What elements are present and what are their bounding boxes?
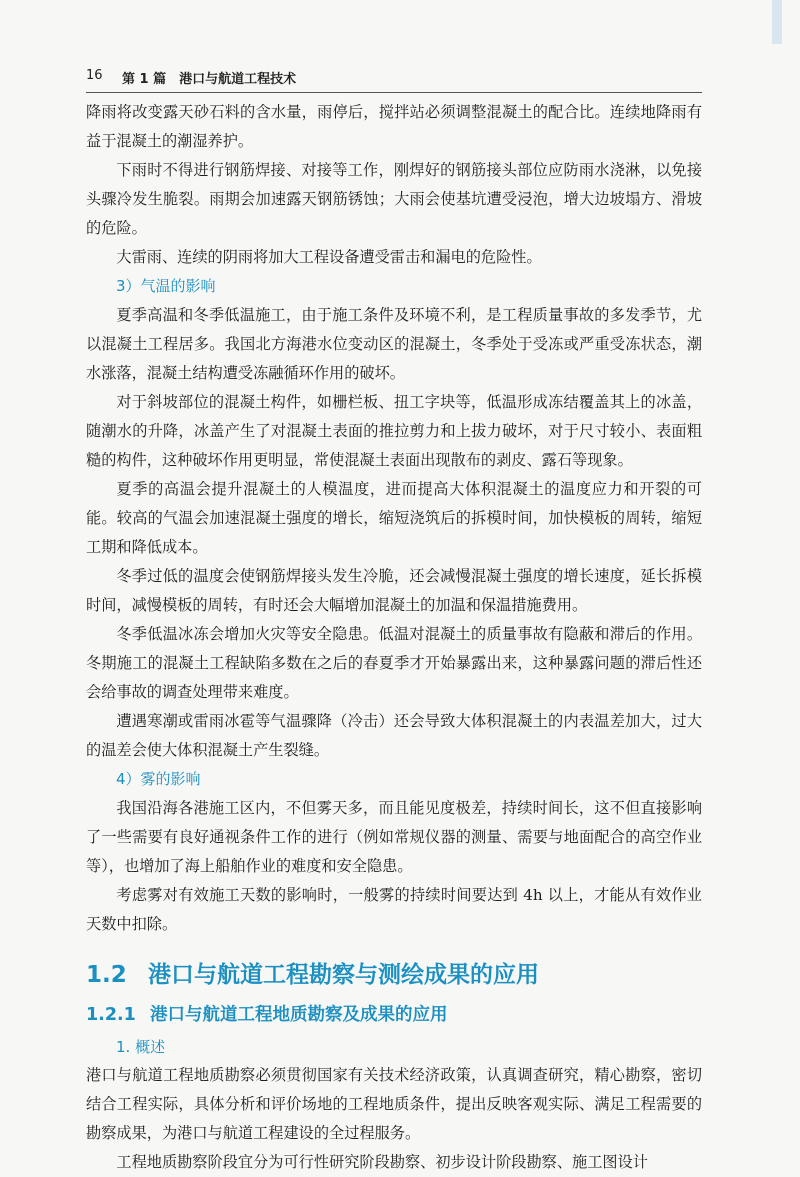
body-paragraph: 夏季高温和冬季低温施工，由于施工条件及环境不利，是工程质量事故的多发季节，尤以混凝土工程居多。我国北方海港水位变动区的混凝土，冬季处于受冻或严重受冻状态，潮水涨落，混凝土结构遭受冻融循环作用的破坏。 — [86, 306, 702, 382]
body-paragraph: 降雨将改变露天砂石料的含水量，雨停后，搅拌站必须调整混凝土的配合比。连续地降雨有益于混凝土的潮湿养护。 — [86, 103, 702, 150]
section-heading-1-2-1 — [86, 997, 702, 1033]
subheading-fog: 4）雾的影响 — [116, 770, 201, 788]
chapter-title: 第 1 篇 港口与航道工程技术 — [122, 72, 297, 87]
header-rule — [86, 92, 702, 93]
body-paragraph: 我国沿海各港施工区内，不但雾天多，而且能见度极差，持续时间长，这不但直接影响了一些需要有良好通视条件工作的进行（例如常规仪器的测量、需要与地面配合的高空作业等），也增加了海上船舶作业的难度和安全隐患。 — [86, 799, 702, 875]
page-body — [86, 98, 702, 1177]
body-paragraph: 下雨时不得进行钢筋焊接、对接等工作，刚焊好的钢筋接头部位应防雨水浇淋，以免接头骤冷发生脆裂。雨期会加速露天钢筋锈蚀；大雨会使基坑遭受浸泡，增大边坡塌方、滑坡的危险。 — [86, 161, 702, 237]
body-paragraph: 考虑雾对有效施工天数的影响时，一般雾的持续时间要达到 4h 以上，才能从有效作业天数中扣除。 — [86, 886, 702, 933]
section-heading-1-2 — [86, 953, 702, 997]
body-paragraph: 大雷雨、连续的阴雨将加大工程设备遭受雷击和漏电的危险性。 — [116, 248, 542, 266]
body-paragraph: 冬季过低的温度会使钢筋焊接头发生冷脆，还会减慢混凝土强度的增长速度，延长拆模时间，减慢模板的周转，有时还会大幅增加混凝土的加温和保温措施费用。 — [86, 567, 702, 614]
body-paragraph: 冬季低温冰冻会增加火灾等安全隐患。低温对混凝土的质量事故有隐蔽和滞后的作用。冬期施工的混凝土工程缺陷多数在之后的春夏季才开始暴露出来，这种暴露问题的滞后性还会给事故的调查处理带来难度。 — [86, 625, 702, 701]
section-title: 港口与航道工程勘察与测绘成果的应用 — [148, 962, 539, 988]
body-paragraph: 夏季的高温会提升混凝土的人模温度，进而提高大体积混凝土的温度应力和开裂的可能。较高的气温会加速混凝土强度的增长，缩短浇筑后的拆模时间，加快模板的周转，缩短工期和降低成本。 — [86, 480, 702, 556]
subheading-temperature: 3）气温的影响 — [116, 277, 216, 295]
page-edge-tab — [772, 0, 782, 44]
body-paragraph: 工程地质勘察阶段宜分为可行性研究阶段勘察、初步设计阶段勘察、施工图设计 — [116, 1153, 648, 1171]
section-number: 1.2.1 — [86, 1005, 136, 1025]
body-paragraph: 遭遇寒潮或雷雨冰雹等气温骤降（冷击）还会导致大体积混凝土的内表温差加大，过大的温差会使大体积混凝土产生裂缝。 — [86, 712, 702, 759]
running-header — [86, 68, 702, 88]
page-number: 16 — [86, 68, 103, 83]
body-paragraph: 港口与航道工程地质勘察必须贯彻国家有关技术经济政策，认真调查研究，精心勘察，密切结合工程实际，具体分析和评价场地的工程地质条件，提出反映客观实际、满足工程需要的勘察成果，为港口与航道工程建设的全过程服务。 — [86, 1066, 702, 1142]
section-number: 1.2 — [86, 962, 127, 988]
body-paragraph: 对于斜坡部位的混凝土构件，如栅栏板、扭工字块等，低温形成冻结覆盖其上的冰盖，随潮水的升降，冰盖产生了对混凝土表面的推拉剪力和上拔力破坏，对于尺寸较小、表面粗糙的构件，这种破坏作用更明显，常使混凝土表面出现散布的剥皮、露石等现象。 — [86, 393, 702, 469]
section-title: 港口与航道工程地质勘察及成果的应用 — [150, 1005, 448, 1025]
subheading-overview: 1. 概述 — [116, 1038, 166, 1056]
